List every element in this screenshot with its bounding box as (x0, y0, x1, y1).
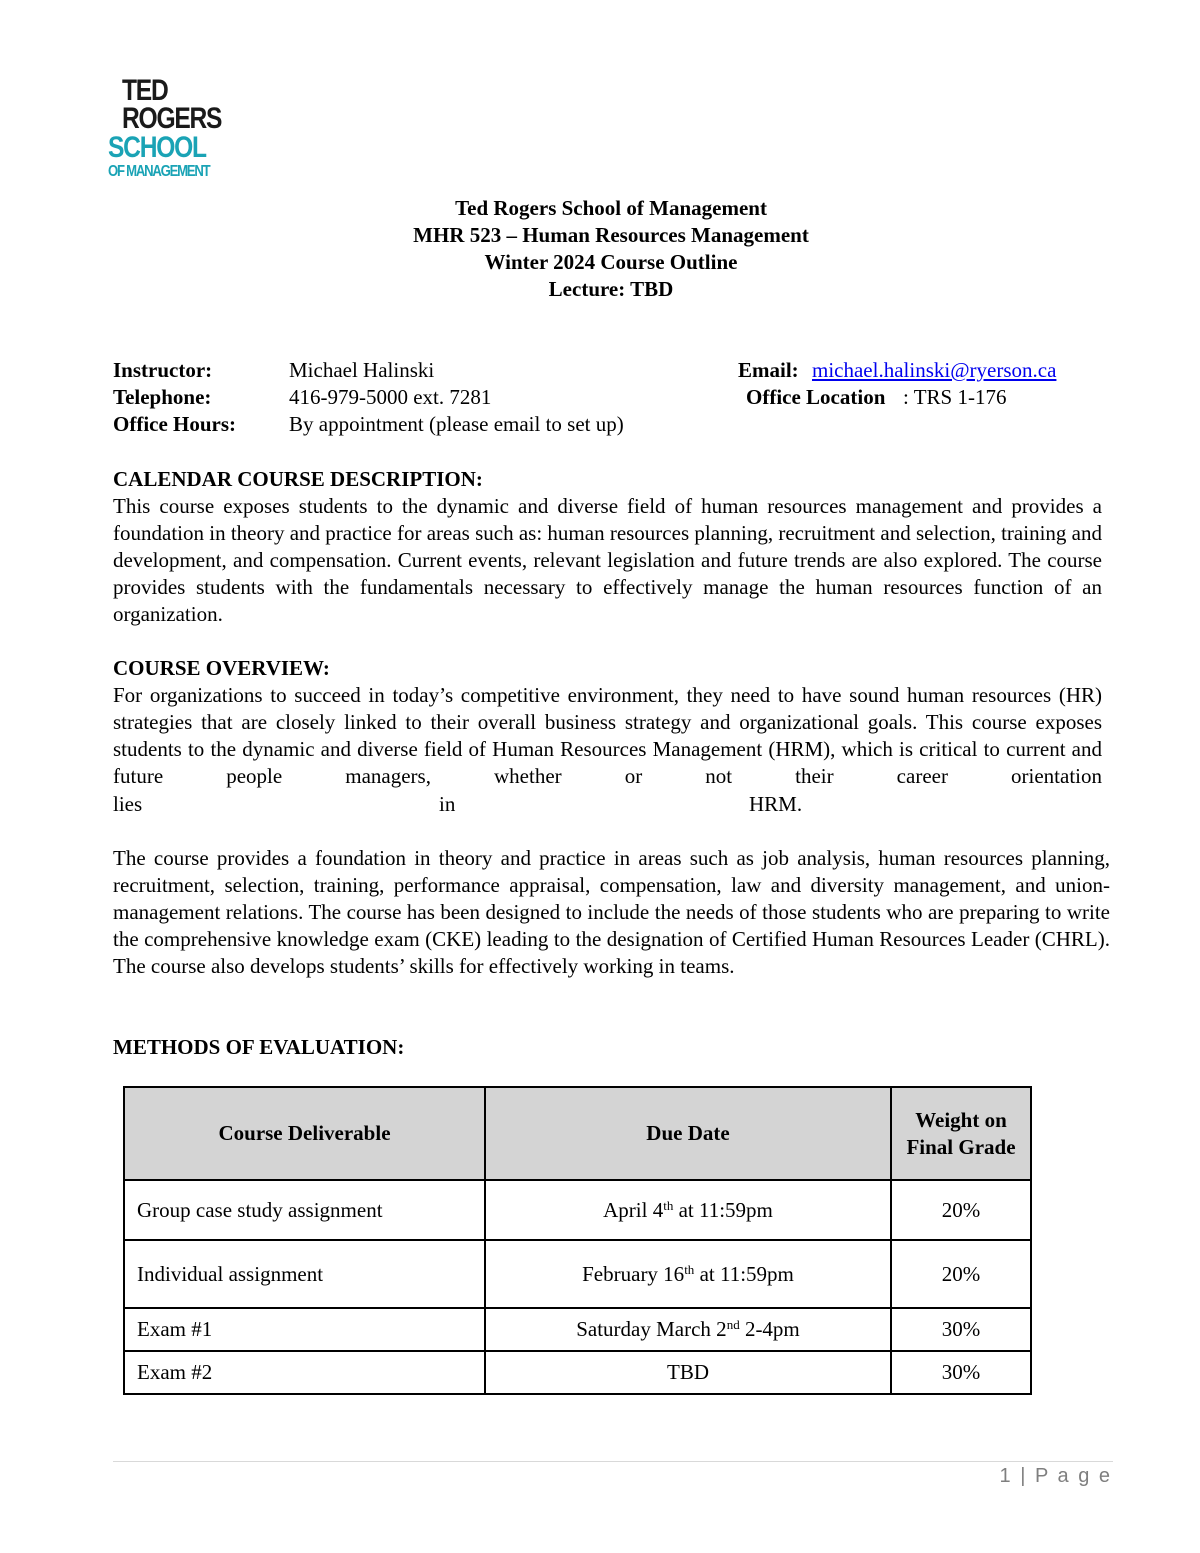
instructor-label: Instructor: (113, 358, 213, 382)
logo-line-4: OF MANAGEMENT (108, 163, 210, 178)
document-title-block (0, 195, 1200, 303)
table-header-row (124, 1087, 1031, 1180)
telephone-value: 416-979-5000 ext. 7281 (289, 385, 492, 409)
instructor-info (113, 357, 1113, 438)
header-due-date: Due Date (485, 1087, 891, 1180)
evaluation-heading: METHODS OF EVALUATION: (113, 1035, 405, 1059)
table-row (124, 1351, 1031, 1394)
row-deliverable: Group case study assignment (124, 1180, 485, 1240)
overview-heading: COURSE OVERVIEW: (113, 656, 330, 680)
office-location-label: Office Location (746, 385, 886, 409)
overview-paragraph-1: For organizations to succeed in today’s competitive environment, they need to have sound human resources (HR) strategies that are closely linked to their overall business strategy and organizational goals. This course exposes students to the dynamic and diverse field of Human Resources Management (HRM), which is critical to current and future people managers, whether or not their career orientation (113, 683, 1102, 788)
logo-line-3: SCHOOL (108, 131, 206, 164)
office-hours-value: By appointment (please email to set up) (289, 412, 624, 436)
school-name: Ted Rogers School of Management (455, 196, 767, 220)
telephone-label: Telephone: (113, 385, 212, 409)
row-due-date: TBD (485, 1351, 891, 1394)
instructor-name: Michael Halinski (289, 358, 435, 382)
logo-line-2: ROGERS (122, 102, 222, 135)
page-number: 1 | P a g e (999, 1465, 1112, 1487)
overview-word-lies: lies (113, 792, 143, 816)
lecture-info: Lecture: TBD (548, 277, 674, 301)
row-deliverable: Exam #1 (124, 1308, 485, 1351)
logo-line-1: TED (122, 76, 168, 107)
row-weight: 30% (891, 1308, 1031, 1351)
table-row (124, 1240, 1031, 1308)
email-link[interactable]: michael.halinski@ryerson.ca (812, 358, 1057, 382)
overview-paragraph-2: The course provides a foundation in theory and practice in areas such as job analysis, human resources planning, recruitment, selection, training, performance appraisal, compensation, law and diversity management, and union-management relations. The course has been designed to include the needs of those students who are preparing to write the comprehensive knowledge exam (CKE) leading to the designation of Certified Human Resources Leader (CHRL). The course also develops students’ skills for effectively working in teams. (113, 846, 1110, 978)
row-deliverable: Individual assignment (124, 1240, 485, 1308)
row-weight: 30% (891, 1351, 1031, 1394)
office-hours-label: Office Hours: (113, 412, 237, 436)
overview-last-line (113, 791, 808, 818)
row-due-date: February 16th at 11:59pm (485, 1240, 891, 1308)
school-logo (108, 76, 258, 178)
header-weight: Weight on Final Grade (891, 1087, 1031, 1180)
email-label: Email: (738, 358, 799, 382)
row-weight: 20% (891, 1180, 1031, 1240)
header-deliverable: Course Deliverable (124, 1087, 485, 1180)
term-title: Winter 2024 Course Outline (484, 250, 738, 274)
evaluation-table (123, 1086, 1032, 1395)
row-weight: 20% (891, 1240, 1031, 1308)
row-deliverable: Exam #2 (124, 1351, 485, 1394)
table-row (124, 1180, 1031, 1240)
overview-word-hrm: HRM. (749, 792, 803, 816)
footer-divider (113, 1461, 1113, 1462)
overview-word-in: in (439, 792, 456, 816)
table-row (124, 1308, 1031, 1351)
office-location-value: : TRS 1-176 (903, 385, 1007, 409)
calendar-description: This course exposes students to the dynamic and diverse field of human resources management and provides a foundation in theory and practice for areas such as: human resources planning, recruitment and selection, training and development, and compensation. Current events, relevant legislation and future trends are also explored. The course provides students with the fundamentals necessary to effectively manage the human resources function of an organization. (113, 494, 1102, 626)
row-due-date: April 4th at 11:59pm (485, 1180, 891, 1240)
calendar-heading: CALENDAR COURSE DESCRIPTION: (113, 467, 483, 491)
row-due-date: Saturday March 2nd 2-4pm (485, 1308, 891, 1351)
course-title: MHR 523 – Human Resources Management (413, 223, 809, 247)
